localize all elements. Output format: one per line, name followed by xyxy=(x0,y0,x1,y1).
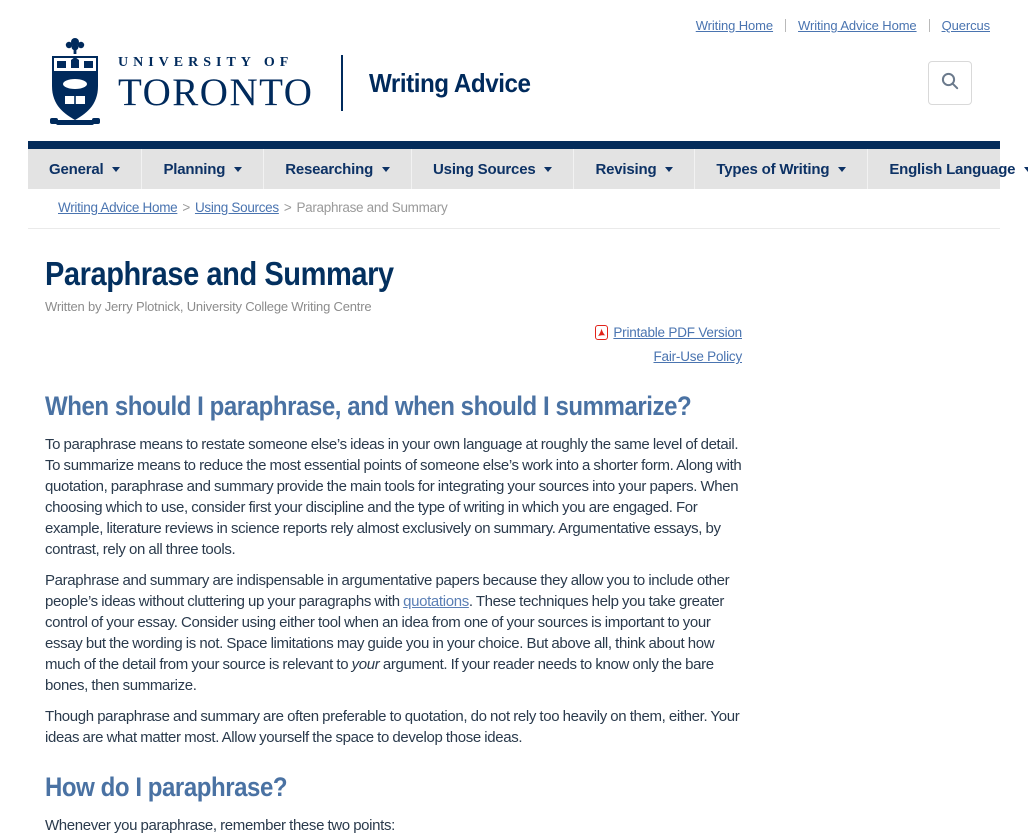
nav-item-english-language[interactable] xyxy=(868,149,1028,189)
chevron-down-icon xyxy=(112,167,120,172)
printable-pdf-link[interactable]: Printable PDF Version xyxy=(613,325,742,340)
paragraph-text: Paraphrase and summary are indispensable in argumentative papers because they allow you to include other people’s ideas without cluttering up your paragraphs with xyxy=(45,572,730,610)
chevron-down-icon xyxy=(1024,167,1028,172)
nav-item-label: General xyxy=(49,160,104,178)
nav-item-label: Researching xyxy=(285,160,374,178)
paragraph xyxy=(45,570,742,696)
quercus-link[interactable]: Quercus xyxy=(941,18,990,33)
chevron-down-icon xyxy=(665,167,673,172)
nav-item-label: Using Sources xyxy=(433,160,536,178)
article-main-column xyxy=(28,255,742,836)
breadcrumb-separator: > xyxy=(283,200,292,215)
chevron-down-icon xyxy=(544,167,552,172)
section-heading-how: How do I paraphrase? xyxy=(45,772,288,802)
nav-item-label: Revising xyxy=(595,160,657,178)
search-icon xyxy=(939,70,961,97)
breadcrumb-current: Paraphrase and Summary xyxy=(296,200,448,215)
paragraph-text: argument. If your reader needs to know only the bare bones, then summarize. xyxy=(45,656,714,694)
top-utility-links xyxy=(28,0,1000,33)
site-title[interactable]: Writing Advice xyxy=(369,67,531,98)
nav-item-types-of-writing[interactable] xyxy=(695,149,868,189)
paragraph: Whenever you paraphrase, remember these two points: xyxy=(45,817,395,834)
emphasized-word: your xyxy=(351,656,380,673)
pdf-icon xyxy=(595,325,608,346)
writing-home-link[interactable]: Writing Home xyxy=(695,18,774,33)
paragraph: To paraphrase means to restate someone else’s ideas in your own language at roughly the same level of detail. To summarize means to reduce the most essential points of someone else’s work into a shorter form. Along with quotation, paraphrase and summary provide the main tools for integrating your sources into your papers. When choosing which to use, consider first your discipline and the type of writing in which you are engaged. For example, literature reviews in science reports rely almost exclusively on summary. Argumentative essays, by contrast, rely on all three tools. xyxy=(45,436,742,558)
search-button[interactable] xyxy=(928,61,972,105)
page-title: Paraphrase and Summary xyxy=(45,255,394,292)
main-navigation xyxy=(28,141,1016,189)
nav-item-label: Planning xyxy=(163,160,226,178)
breadcrumb-home-link[interactable]: Writing Advice Home xyxy=(58,200,178,215)
breadcrumb-section-link[interactable]: Using Sources xyxy=(194,200,279,215)
chevron-down-icon xyxy=(382,167,390,172)
university-wordmark[interactable] xyxy=(118,55,313,112)
pdf-links-block xyxy=(45,322,742,367)
university-name-line2: TORONTO xyxy=(118,70,314,114)
quotations-link[interactable]: quotations xyxy=(403,593,469,610)
header-brand-row xyxy=(28,35,1000,131)
chevron-down-icon xyxy=(234,167,242,172)
nav-item-planning[interactable] xyxy=(142,149,264,189)
paragraph-text: . These techniques help you take greater control of your essay. Consider using either tool when an idea from one of your sources is important to your essay but the wording is not. Space limitations may guide you in your choice. But above all, think about how much of the detail from your source is relevant to xyxy=(45,593,725,673)
chevron-down-icon xyxy=(838,167,846,172)
nav-item-label: Types of Writing xyxy=(716,160,830,178)
byline: Written by Jerry Plotnick, University College Writing Centre xyxy=(45,299,372,314)
writing-advice-home-link[interactable]: Writing Advice Home xyxy=(798,18,917,33)
section-heading-when: When should I paraphrase, and when should I summarize? xyxy=(45,391,692,421)
nav-item-label: English Language xyxy=(889,160,1016,178)
nav-item-general[interactable] xyxy=(28,149,142,189)
paragraph: Though paraphrase and summary are often preferable to quotation, do not rely too heavily on them, either. Your ideas are what matter most. Allow yourself the space to develop those ideas. xyxy=(45,708,740,746)
fair-use-policy-link[interactable]: Fair-Use Policy xyxy=(653,349,742,364)
university-name-line1: UNIVERSITY OF xyxy=(118,54,294,70)
top-link-separator xyxy=(785,19,786,32)
brand-divider xyxy=(341,55,343,111)
breadcrumb-separator: > xyxy=(182,200,190,215)
page-container xyxy=(28,0,1016,836)
nav-item-revising[interactable] xyxy=(574,149,695,189)
nav-item-using-sources[interactable] xyxy=(412,149,574,189)
uoft-crest-icon[interactable] xyxy=(44,34,106,133)
breadcrumb xyxy=(28,189,1000,229)
nav-item-researching[interactable] xyxy=(264,149,412,189)
top-link-separator xyxy=(929,19,930,32)
